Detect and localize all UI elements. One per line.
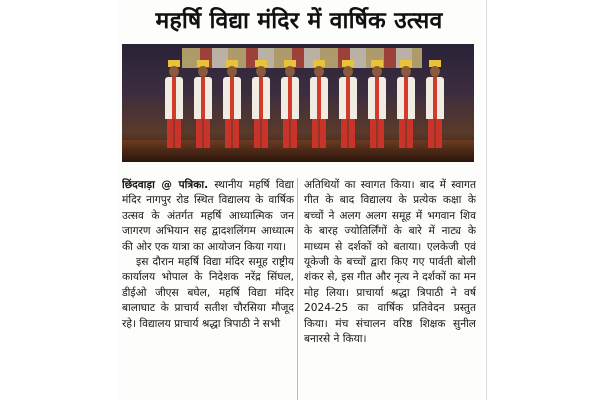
headline: महर्षि विद्या मंदिर में वार्षिक उत्सव [155, 8, 443, 34]
dancer-figure [338, 66, 358, 148]
article-paragraph [122, 178, 294, 255]
stage-performance-photo [122, 44, 474, 162]
dancer-figure [309, 66, 329, 148]
article-paragraph: अतिथियों का स्वागत किया। बाद में स्वागत गीत के बाद विद्यालय के प्रत्येक कक्षा के बच्चों ने अलग अलग समूह में भगवान शिव के बारह ज्योतिर्लिंगों के बारे में नाट्य के माध्यम से दर्शकों को बताया। एलकेजी एवं यूकेजी के बच्चों द्वारा किए गए पार्वती बोली शंकर से, इस गीत और नृत्य ने दर्शकों का मन मोह लिया। प्राचार्या श्रद्धा त्रिपाठी ने वर्ष 2024-25 का वार्षिक प्रतिवेदन प्रस्तुत किया। मंच संचालन वरिष्ठ शिक्षक सुनील बनारसे ने किया। [304, 179, 476, 346]
article-column-left [122, 178, 294, 400]
dancer-figure [280, 66, 300, 148]
dancer-figure [251, 66, 271, 148]
dancer-figure [193, 66, 213, 148]
article-column-right [304, 178, 476, 400]
dancer-figure [222, 66, 242, 148]
dancer-figure [367, 66, 387, 148]
news-clipping [118, 0, 480, 400]
column-divider [297, 178, 298, 400]
dancer-figure [164, 66, 184, 148]
stage-backdrop [182, 48, 422, 68]
article-paragraph: इस दौरान महर्षि विद्या मंदिर समूह राष्ट्रीय कार्यालय भोपाल के निदेशक नरेंद्र सिंघल, डीईओ जीएस बघेल, महर्षि विद्या मंदिर बालाघाट के प्राचार्य सतीश चौरसिया मौजूद रहे। विद्यालय प्राचार्य श्रद्धा त्रिपाठी ने सभी [122, 256, 294, 330]
paragraph-text: स्थानीय महर्षि विद्या मंदिर नागपुर रोड स्थित विद्यालय के वार्षिक उत्सव के अंतर्गत महर्षि आध्यात्मिक जन जागरण अभियान सह द्वादशलिंगम आध्यात्म की ओर एक यात्रा का आयोजन किया गया। [122, 179, 294, 253]
dancer-figure [425, 66, 445, 148]
dancer-figure [396, 66, 416, 148]
page-edge-rule [486, 0, 487, 400]
dateline: छिंदवाड़ा @ पत्रिका. [122, 179, 209, 191]
